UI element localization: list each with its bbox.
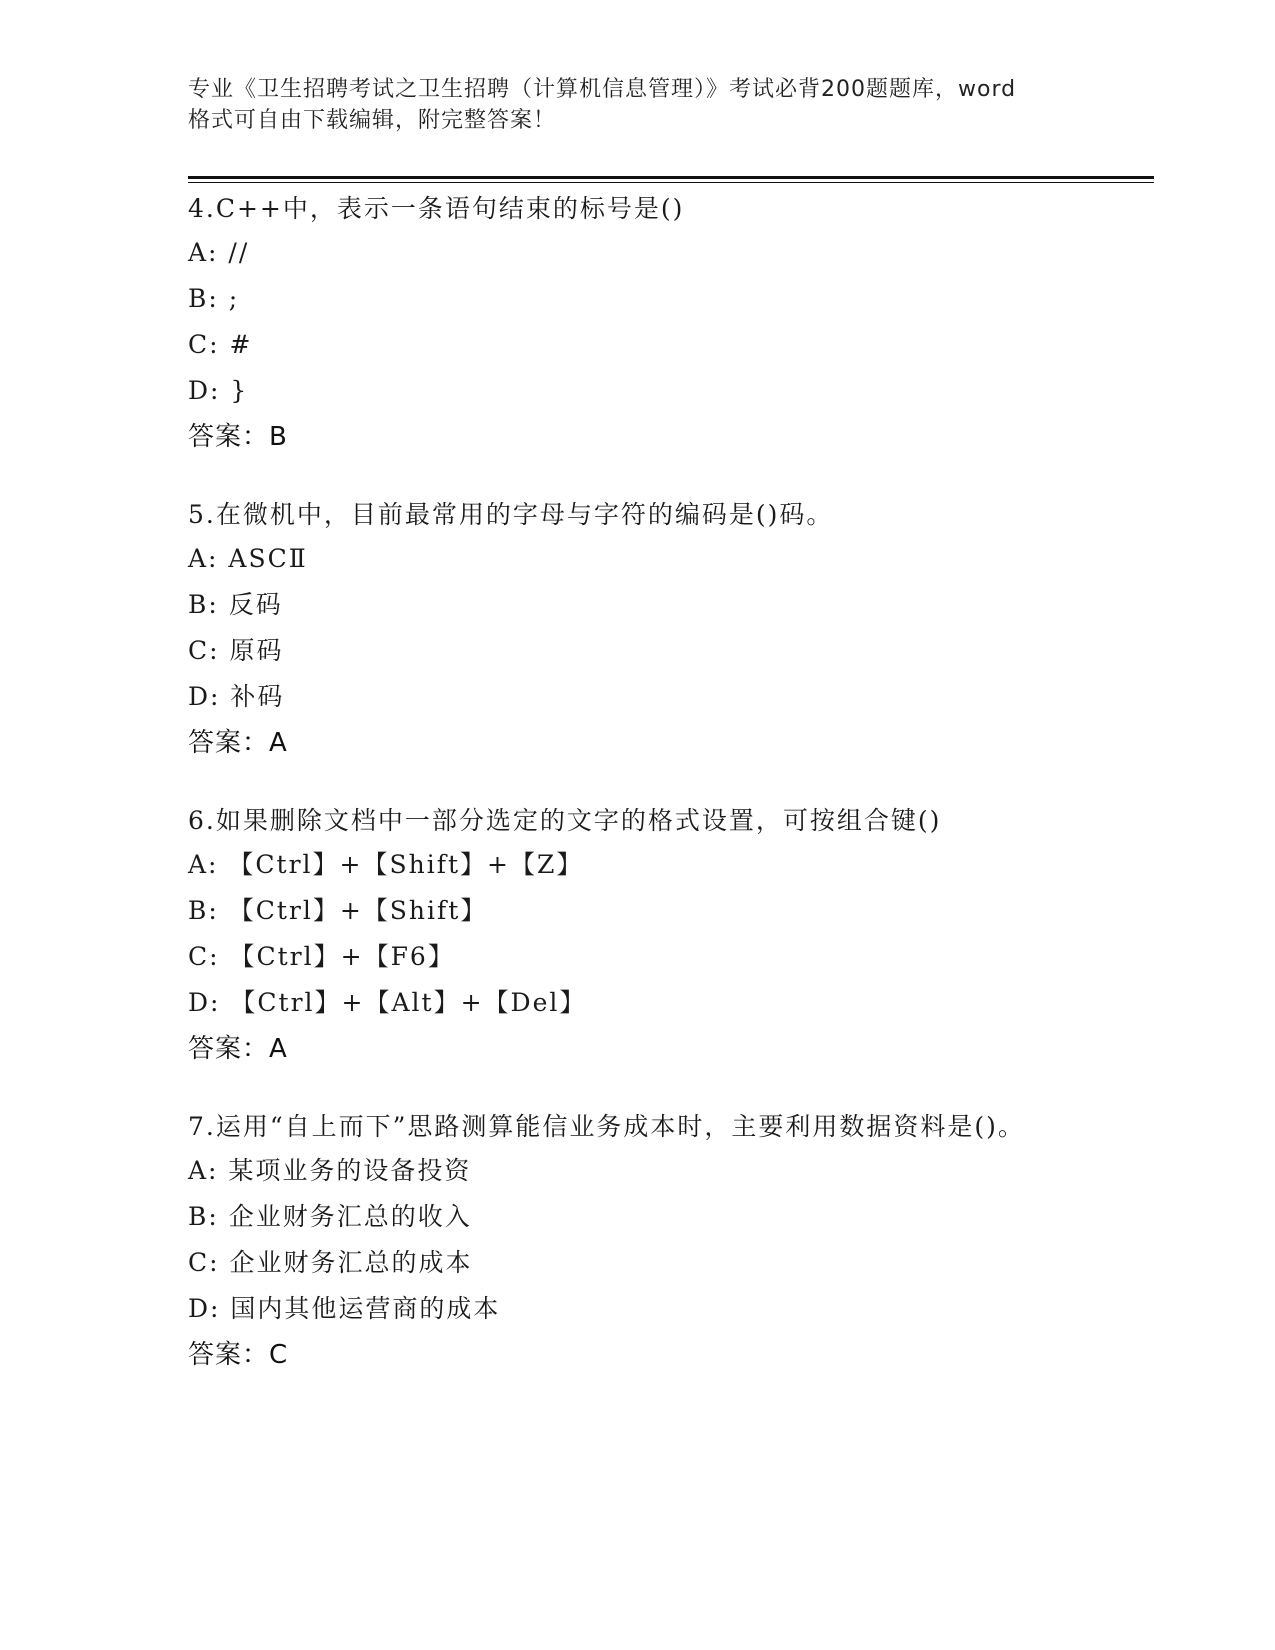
question-stem: 5.在微机中，目前最常用的字母与字符的编码是()码。 <box>188 500 834 529</box>
option-c: C: 【Ctrl】+【F6】 <box>188 942 455 971</box>
option-c: C: # <box>188 330 253 359</box>
question-stem: 4.C++中，表示一条语句结束的标号是() <box>188 194 685 223</box>
option-b: B: ; <box>188 284 240 313</box>
answer-line: 答案：B <box>188 422 288 452</box>
question-5 <box>188 499 1088 759</box>
header-title-line-1: 专业《卫生招聘考试之卫生招聘（计算机信息管理）》考试必背200题题库，word <box>188 77 1017 102</box>
question-list <box>188 193 1088 1417</box>
question-4 <box>188 193 1088 453</box>
option-b: B: 反码 <box>188 590 283 619</box>
option-d: D: 补码 <box>188 682 285 711</box>
question-stem: 7.运用“自上而下”思路测算能信业务成本时，主要利用数据资料是()。 <box>188 1112 1025 1141</box>
header-title-line-2: 格式可自由下载编辑，附完整答案！ <box>188 108 557 133</box>
option-d: D: 国内其他运营商的成本 <box>188 1294 501 1323</box>
header-divider-thick <box>188 176 1154 179</box>
option-d: D: } <box>188 376 249 405</box>
question-stem: 6.如果删除文档中一部分选定的文字的格式设置，可按组合键() <box>188 806 942 835</box>
header-divider-thin <box>188 182 1154 183</box>
question-7 <box>188 1111 1088 1371</box>
question-6 <box>188 805 1088 1065</box>
option-d: D: 【Ctrl】+【Alt】+【Del】 <box>188 988 587 1017</box>
option-a: A: ASCⅡ <box>188 544 308 573</box>
document-header <box>188 74 1088 136</box>
option-a: A: // <box>188 238 250 267</box>
option-a: A: 【Ctrl】+【Shift】+【Z】 <box>188 850 584 879</box>
answer-line: 答案：A <box>188 1034 288 1064</box>
option-c: C: 企业财务汇总的成本 <box>188 1248 473 1277</box>
option-b: B: 【Ctrl】+【Shift】 <box>188 896 488 925</box>
answer-line: 答案：C <box>188 1340 289 1370</box>
option-a: A: 某项业务的设备投资 <box>188 1156 472 1185</box>
answer-line: 答案：A <box>188 728 288 758</box>
option-c: C: 原码 <box>188 636 284 665</box>
option-b: B: 企业财务汇总的收入 <box>188 1202 472 1231</box>
